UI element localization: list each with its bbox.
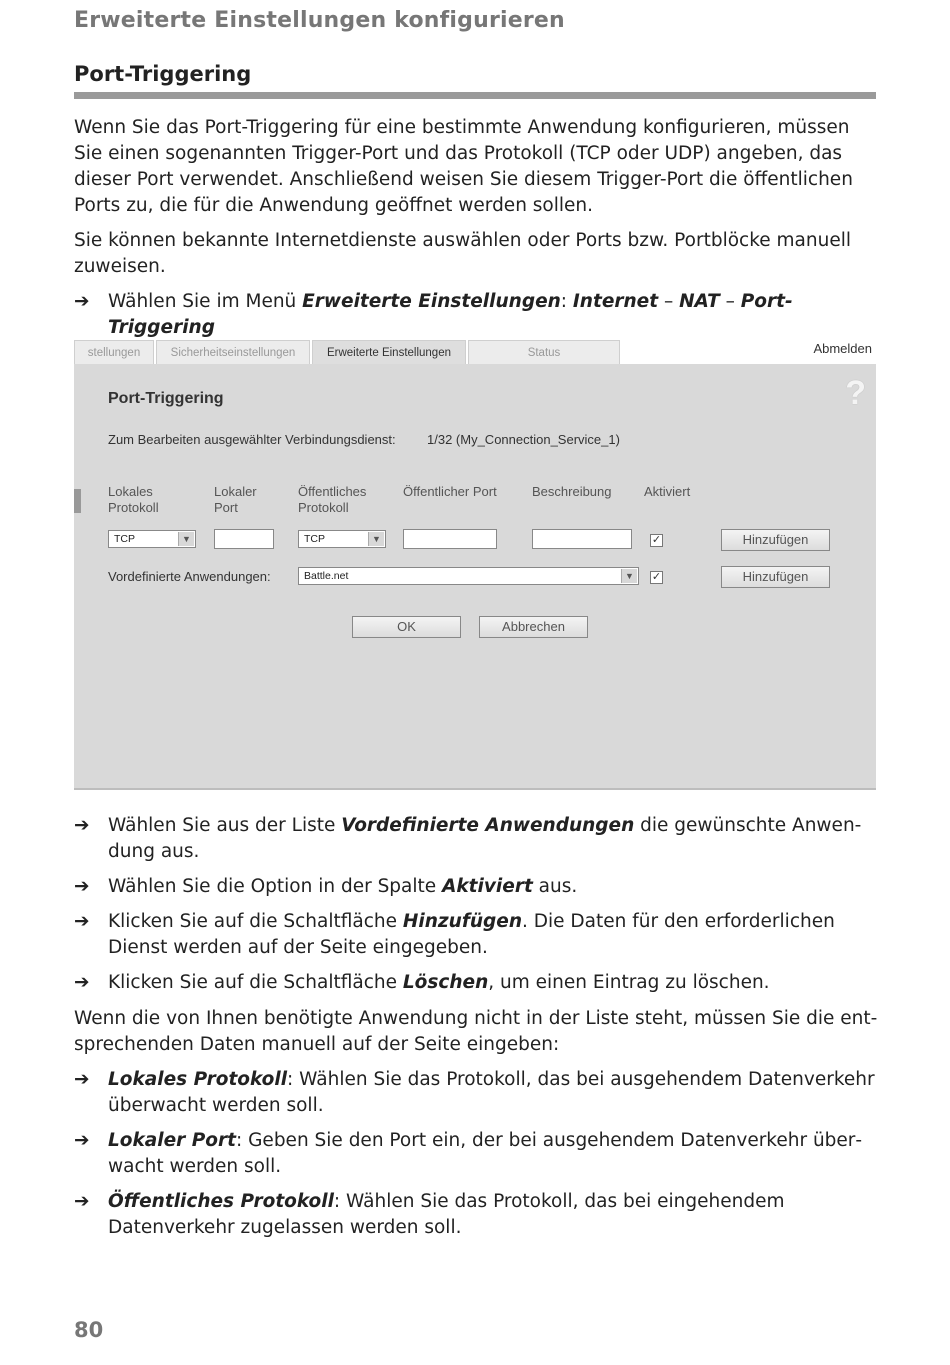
arrow-icon: ➔: [74, 911, 90, 932]
arrow-icon: ➔: [74, 1130, 90, 1151]
panel-title: Port-Triggering: [108, 390, 224, 407]
chevron-down-icon: ▼: [368, 532, 384, 546]
connection-service: [108, 432, 620, 447]
tab-settings-partial[interactable]: stellungen: [74, 340, 154, 364]
tab-advanced[interactable]: Erweiterte Einstellungen: [312, 340, 466, 364]
section-title: Port-Triggering: [74, 62, 252, 86]
connection-value: 1/32 (My_Connection_Service_1): [427, 432, 620, 447]
predefined-label: Vordefinierte Anwendungen:: [108, 569, 271, 584]
add-predefined-button[interactable]: Hinzufügen: [721, 566, 830, 588]
chevron-down-icon: ▼: [621, 569, 637, 583]
field-text: Lokaler Port: Geben Sie den Port ein, der bei ausgehendem Datenverkehr überwacht werden soll.: [108, 1130, 863, 1177]
step-select-predefined: [74, 813, 879, 865]
local-port-input[interactable]: [214, 529, 274, 549]
field-text: Lokales Protokoll: Wählen Sie das Protokoll, das bei ausgehendem Datenverkehr überwacht werden soll.: [108, 1069, 875, 1116]
predefined-apps-select[interactable]: Battle.net ▼: [298, 567, 639, 585]
manual-intro: Wenn die von Ihnen benötigte Anwendung nicht in der Liste steht, müssen Sie die entsprechenden Daten manuell auf der Seite eingeben:: [74, 1008, 878, 1055]
predefined-enabled-checkbox[interactable]: ✓: [651, 571, 662, 583]
help-icon[interactable]: ?: [845, 374, 866, 412]
tab-bar: [74, 338, 876, 364]
page-header: Erweiterte Einstellungen konfigurieren: [74, 8, 565, 33]
enabled-checkbox[interactable]: ✓: [651, 534, 662, 546]
cancel-button[interactable]: Abbrechen: [479, 616, 588, 638]
section-divider: [74, 92, 876, 99]
col-local-port: Lokaler Port: [214, 484, 257, 515]
col-description: Beschreibung: [532, 484, 612, 499]
step-text: Wählen Sie aus der Liste Vordefinierte Anwendungen die gewünschte Anwendung aus.: [108, 815, 862, 862]
local-protocol-select[interactable]: TCP ▼: [108, 530, 196, 548]
arrow-icon: ➔: [74, 972, 90, 993]
logout-link[interactable]: Abmelden: [813, 341, 872, 356]
intro-paragraph-2: Sie können bekannte Internetdienste auswählen oder Ports bzw. Portblöcke manuell zuweisen.: [74, 230, 851, 277]
scroll-marker: [74, 489, 81, 513]
field-public-protocol: [74, 1189, 879, 1241]
ok-button[interactable]: OK: [352, 616, 461, 638]
connection-label: Zum Bearbeiten ausgewählter Verbindungsdienst:: [108, 432, 396, 447]
step-text: Klicken Sie auf die Schaltfläche Löschen, um einen Eintrag zu löschen.: [108, 972, 770, 993]
public-port-input[interactable]: [403, 529, 497, 549]
intro-paragraph-1: Wenn Sie das Port-Triggering für eine bestimmte Anwendung konfigurieren, müssen Sie einen sogenannten Trigger-Port und das Protokoll (TCP oder UDP) angeben, das dieser Port verwendet. Anschließend weisen Sie diesem Trigger-Port die öffentlichen Ports zu, die für die Anwendung geöffnet werden sollen.: [74, 117, 853, 216]
step-text: Wählen Sie die Option in der Spalte Aktiviert aus.: [108, 876, 578, 897]
arrow-icon: ➔: [74, 1069, 90, 1090]
step-click-delete: [74, 970, 879, 996]
tab-security[interactable]: Sicherheitseinstellungen: [156, 340, 310, 364]
tab-status[interactable]: Status: [468, 340, 620, 364]
arrow-icon: ➔: [74, 815, 90, 836]
step-text: Klicken Sie auf die Schaltfläche Hinzufügen. Die Daten für den erforderlichen Dienst werden auf der Seite eingegeben.: [108, 911, 835, 958]
field-local-protocol: [74, 1067, 879, 1119]
add-button[interactable]: Hinzufügen: [721, 529, 830, 551]
col-public-protocol: Öffentliches Protokoll: [298, 484, 367, 515]
router-ui-screenshot: [74, 338, 876, 790]
menu-step: [74, 289, 879, 341]
arrow-icon: ➔: [74, 291, 90, 312]
arrow-icon: ➔: [74, 1191, 90, 1212]
field-text: Öffentliches Protokoll: Wählen Sie das Protokoll, das bei eingehendem Datenverkehr zugelassen werden soll.: [108, 1191, 785, 1238]
col-enabled: Aktiviert: [644, 484, 691, 499]
public-protocol-select[interactable]: TCP ▼: [298, 530, 386, 548]
chevron-down-icon: ▼: [178, 532, 194, 546]
settings-panel: [74, 364, 876, 790]
step-click-add: [74, 909, 879, 961]
arrow-icon: ➔: [74, 876, 90, 897]
step-enable-option: [74, 874, 879, 900]
menu-step-text: Wählen Sie im Menü Erweiterte Einstellungen: Internet – NAT – Port-Triggering: [108, 291, 793, 338]
description-input[interactable]: [532, 529, 632, 549]
col-local-protocol: Lokales Protokoll: [108, 484, 159, 515]
field-local-port: [74, 1128, 879, 1180]
col-public-port: Öffentlicher Port: [403, 484, 497, 499]
page-number: 80: [74, 1318, 104, 1342]
